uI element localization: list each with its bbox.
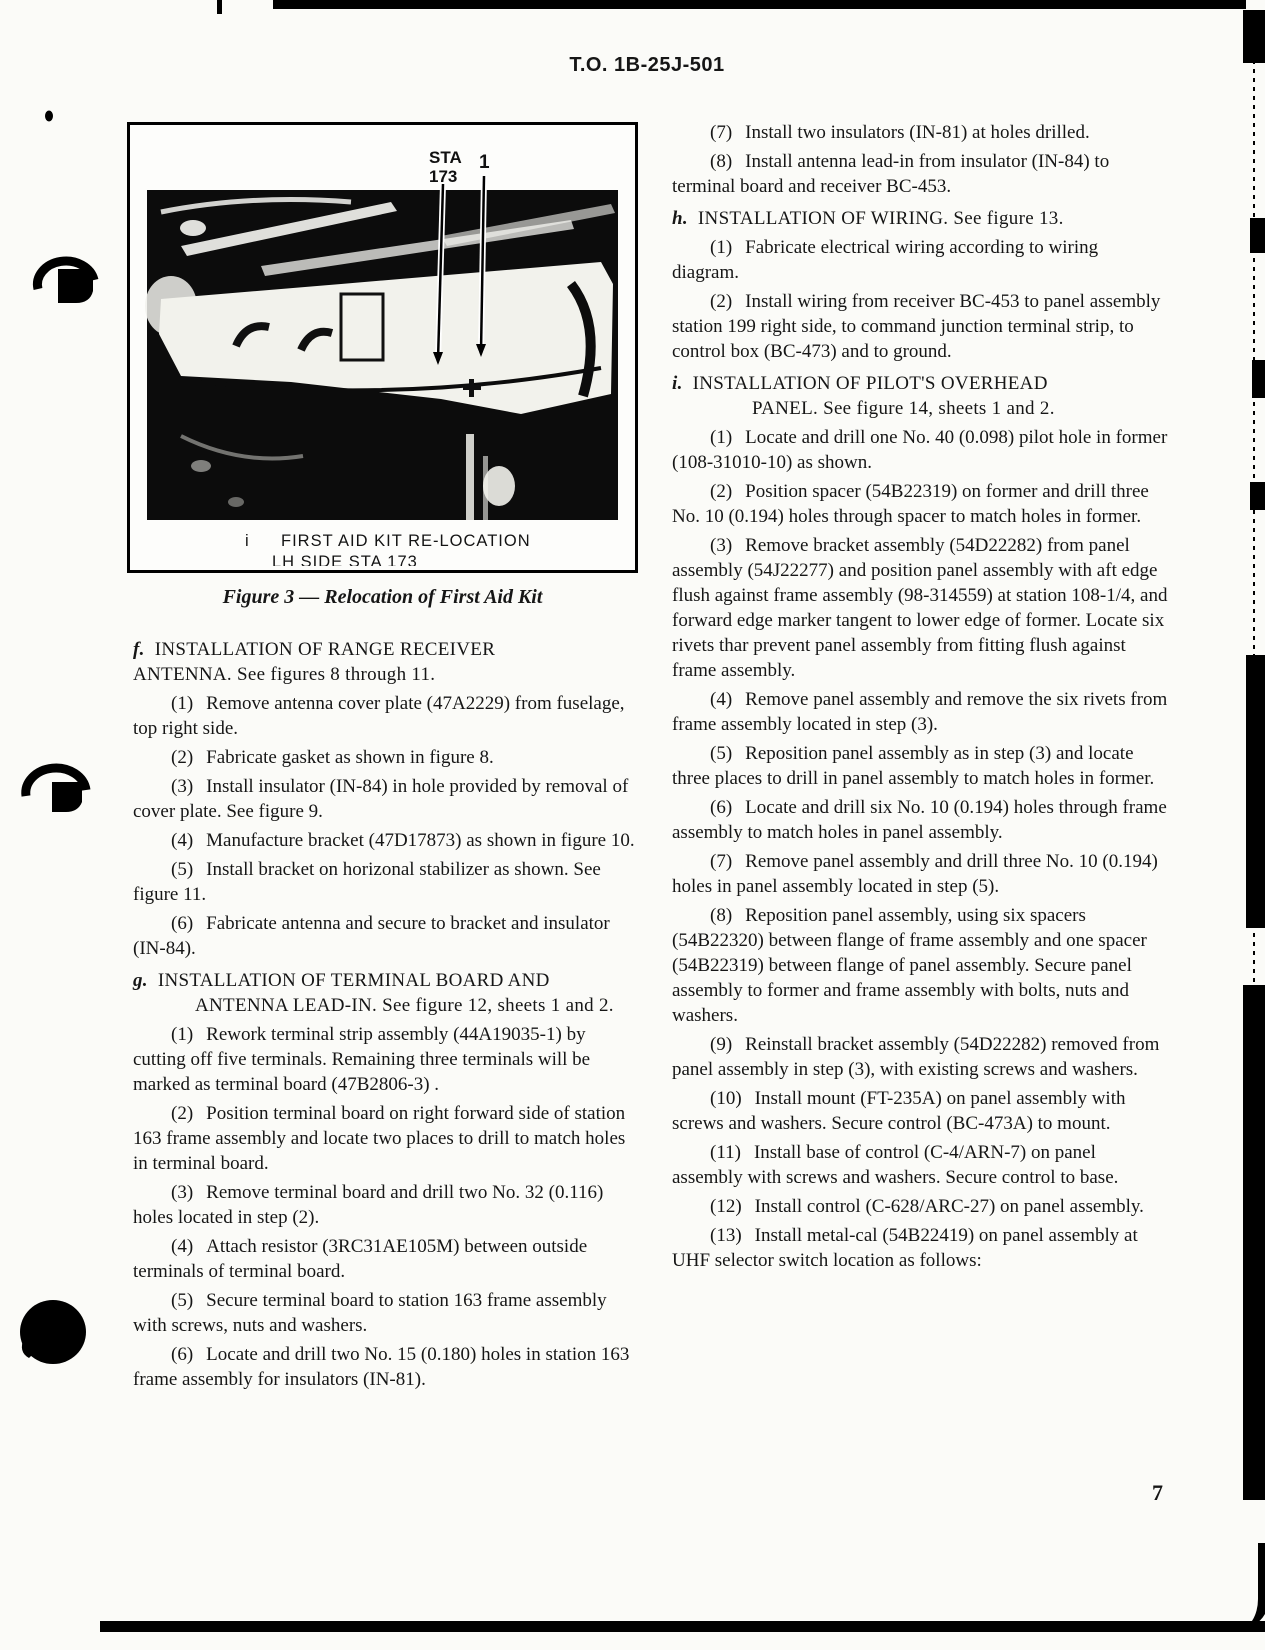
section-letter: h. <box>672 208 688 229</box>
photocopy-artifact-right-bar <box>1252 360 1265 398</box>
photocopy-artifact-top-bar <box>273 0 1246 9</box>
step-number: (4) <box>710 689 733 710</box>
photocopy-artifact-bottom-bar <box>100 1621 1265 1632</box>
photocopy-artifact-right-bar <box>1250 218 1265 253</box>
step-paragraph: (3) Remove bracket assembly (54D22282) from panel assembly (54J22277) and position panel assembly with aft edge flush against frame assembly (98-314559) at station 108-1/4, and forward edge marker tangent to lower edge of former. Locate six rivets thar prevent panel assembly from fitting flush against frame assembly. <box>672 535 1168 681</box>
step-number: (5) <box>710 743 733 764</box>
step-paragraph: (1) Remove antenna cover plate (47A2229) from fuselage, top right side. <box>133 693 625 739</box>
heading-line: PANEL. See figure 14, sheets 1 and 2. <box>752 398 1055 419</box>
step-paragraph: (4) Remove panel assembly and remove the six rivets from frame assembly located in step (3). <box>672 689 1168 735</box>
photocopy-artifact-dot <box>44 110 54 122</box>
step-number: (1) <box>710 427 733 448</box>
step-number: (2) <box>710 291 733 312</box>
callout-1-label: 1 <box>479 152 490 173</box>
page-number: 7 <box>1152 1480 1163 1505</box>
step-number: (5) <box>171 859 194 880</box>
step-paragraph: (5) Reposition panel assembly as in step (3) and locate three places to drill in panel assembly to match holes in former. <box>672 743 1155 789</box>
heading-line: f. INSTALLATION OF RANGE RECEIVER <box>133 639 496 660</box>
photo-caption-index: i <box>245 532 250 550</box>
to-number-header: T.O. 1B-25J-501 <box>569 54 725 76</box>
photocopy-artifact-right-bar <box>1250 482 1265 510</box>
step-number: (7) <box>710 122 733 143</box>
step-number: (2) <box>710 481 733 502</box>
step-number: (12) <box>710 1196 742 1217</box>
step-paragraph: (4) Manufacture bracket (47D17873) as shown in figure 10. <box>171 830 635 851</box>
photocopy-artifact-right-bar <box>1243 10 1265 63</box>
step-number: (5) <box>171 1290 194 1311</box>
heading-line: g. INSTALLATION OF TERMINAL BOARD AND <box>133 970 550 991</box>
step-paragraph: (9) Reinstall bracket assembly (54D22282) removed from panel assembly in step (3), with existing screws and washers. <box>672 1034 1160 1080</box>
photocopy-artifact-right-bar <box>1243 985 1265 1500</box>
photo-caption-line1: FIRST AID KIT RE-LOCATION <box>281 532 531 550</box>
step-number: (11) <box>710 1142 741 1163</box>
step-paragraph: (5) Install bracket on horizonal stabilizer as shown. See figure 11. <box>133 859 601 905</box>
step-number: (2) <box>171 747 194 768</box>
step-paragraph: (2) Fabricate gasket as shown in figure 8. <box>171 747 494 768</box>
heading-line: i. INSTALLATION OF PILOT'S OVERHEAD <box>672 373 1048 394</box>
heading-line: ANTENNA LEAD-IN. See figure 12, sheets 1 and 2. <box>195 995 614 1016</box>
step-number: (3) <box>171 1182 194 1203</box>
step-paragraph: (6) Fabricate antenna and secure to bracket and insulator (IN-84). <box>133 913 610 959</box>
section-heading-i <box>672 371 1168 421</box>
step-paragraph: (3) Remove terminal board and drill two No. 32 (0.116) holes located in step (2). <box>133 1182 604 1228</box>
ink-blob-mark <box>16 1298 88 1366</box>
step-paragraph: (2) Install wiring from receiver BC-453 to panel assembly station 199 right side, to command junction terminal strip, to control box (BC-473) and to ground. <box>672 291 1161 362</box>
step-paragraph: (13) Install metal-cal (54B22419) on panel assembly at UHF selector switch location as follows: <box>672 1225 1138 1271</box>
step-number: (10) <box>710 1088 742 1109</box>
step-paragraph: (5) Secure terminal board to station 163 frame assembly with screws, nuts and washers. <box>133 1290 607 1336</box>
step-paragraph: (7) Install two insulators (IN-81) at holes drilled. <box>710 122 1090 143</box>
step-number: (6) <box>710 797 733 818</box>
step-number: (4) <box>171 830 194 851</box>
photocopy-artifact-right-bar <box>1246 655 1265 928</box>
step-paragraph: (6) Locate and drill two No. 15 (0.180) holes in station 163 frame assembly for insulators (IN-81). <box>133 1344 630 1390</box>
step-paragraph: (1) Rework terminal strip assembly (44A19035-1) by cutting off five terminals. Remaining three terminals will be marked as terminal board (47B2806-3) . <box>133 1024 591 1095</box>
step-number: (2) <box>171 1103 194 1124</box>
figure3-photo <box>141 134 624 566</box>
step-number: (4) <box>171 1236 194 1257</box>
heading-line: h. INSTALLATION OF WIRING. See figure 13. <box>672 208 1064 229</box>
section-letter: g. <box>133 970 148 991</box>
photocopy-artifact-top-tick <box>217 0 222 14</box>
step-number: (3) <box>171 776 194 797</box>
step-paragraph: (4) Attach resistor (3RC31AE105M) between outside terminals of terminal board. <box>133 1236 588 1282</box>
step-paragraph: (1) Locate and drill one No. 40 (0.098) pilot hole in former (108-31010-10) as shown. <box>672 427 1168 473</box>
step-paragraph: (12) Install control (C-628/ARC-27) on panel assembly. <box>710 1196 1144 1217</box>
photo-caption-line2: LH SIDE STA 173 <box>272 553 418 566</box>
step-paragraph: (10) Install mount (FT-235A) on panel assembly with screws and washers. Secure control (BC-473A) to mount. <box>672 1088 1126 1134</box>
step-number: (6) <box>171 1344 194 1365</box>
step-number: (1) <box>710 237 733 258</box>
section-heading-g <box>133 968 638 1018</box>
section-heading-h <box>672 206 1168 231</box>
step-number: (13) <box>710 1225 742 1246</box>
step-number: (8) <box>710 151 733 172</box>
section-heading-f <box>133 637 638 687</box>
step-paragraph: (7) Remove panel assembly and drill three No. 10 (0.194) holes in panel assembly located in step (5). <box>672 851 1158 897</box>
step-paragraph: (8) Install antenna lead-in from insulator (IN-84) to terminal board and receiver BC-453. <box>672 151 1110 197</box>
right-text-column <box>672 120 1168 1277</box>
step-paragraph: (2) Position terminal board on right forward side of station 163 frame assembly and locate two places to drill to match holes in terminal board. <box>133 1103 626 1174</box>
step-number: (9) <box>710 1034 733 1055</box>
section-letter: f. <box>133 639 145 660</box>
photocopy-artifact-corner-hook <box>1222 1543 1265 1629</box>
step-number: (1) <box>171 1024 194 1045</box>
step-paragraph: (6) Locate and drill six No. 10 (0.194) holes through frame assembly to match holes in panel assembly. <box>672 797 1167 843</box>
step-number: (3) <box>710 535 733 556</box>
step-number: (1) <box>171 693 194 714</box>
step-number: (6) <box>171 913 194 934</box>
sta-number-label: 173 <box>429 167 458 186</box>
step-number: (7) <box>710 851 733 872</box>
step-paragraph: (2) Position spacer (54B22319) on former and drill three No. 10 (0.194) holes through spacer to match holes in former. <box>672 481 1149 527</box>
binder-ring-mark <box>28 247 100 305</box>
step-paragraph: (3) Install insulator (IN-84) in hole provided by removal of cover plate. See figure 9. <box>133 776 629 822</box>
left-text-column <box>133 630 638 1396</box>
step-paragraph: (1) Fabricate electrical wiring according to wiring diagram. <box>672 237 1099 283</box>
sta-label: STA <box>429 148 462 167</box>
step-number: (8) <box>710 905 733 926</box>
step-paragraph: (11) Install base of control (C-4/ARN-7) on panel assembly with screws and washers. Secure control to base. <box>672 1142 1119 1188</box>
binder-ring-mark <box>18 752 92 814</box>
figure3-caption: Figure 3 — Relocation of First Aid Kit <box>222 586 543 608</box>
section-letter: i. <box>672 373 683 394</box>
heading-line: ANTENNA. See figures 8 through 11. <box>133 664 436 685</box>
step-paragraph: (8) Reposition panel assembly, using six spacers (54B22320) between flange of frame assembly and one spacer (54B22319) between flange of panel assembly. Secure panel assembly to former and frame assembly with bolts, nuts and washers. <box>672 905 1147 1026</box>
